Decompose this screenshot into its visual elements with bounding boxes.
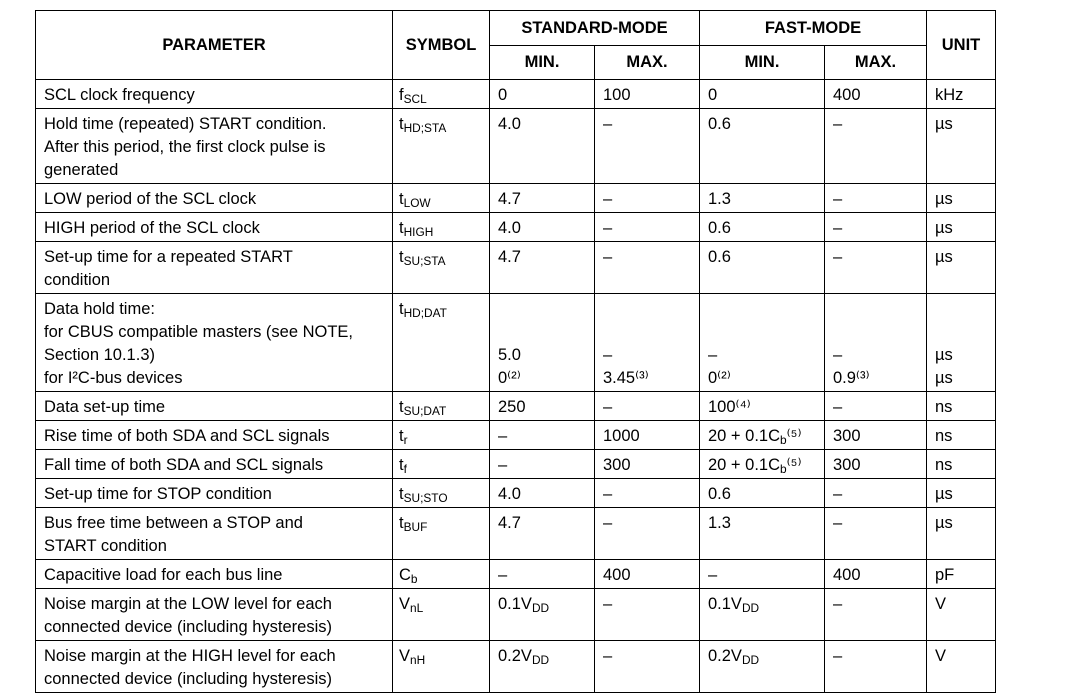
value-text: – (498, 427, 508, 445)
std-max-cell (595, 508, 700, 560)
header-fast-max: MAX. (825, 46, 927, 80)
value-text: µs (935, 219, 953, 237)
std-min-cell (490, 184, 595, 213)
std-max-cell (595, 242, 700, 294)
parameter-cell (36, 80, 393, 109)
value-text: $0.1V_{DD}$ (498, 595, 550, 615)
parameter-cell (36, 479, 393, 508)
parameter-text: START condition (44, 537, 167, 555)
table-row (36, 294, 996, 392)
symbol-subscript: SU;DAT (403, 403, 447, 418)
value-text: 4.7 (498, 248, 521, 266)
header-unit: UNIT (927, 11, 996, 80)
fast-min-cell (700, 294, 825, 392)
value-text (603, 298, 699, 321)
value-text: 400 (833, 566, 861, 584)
value-text: ns (935, 456, 953, 474)
value-text: 300 (833, 427, 861, 445)
table-row (36, 641, 996, 693)
symbol-subscript: BUF (403, 519, 428, 534)
parameter-text: Capacitive load for each bus line (44, 566, 283, 584)
symbol-cell (393, 392, 490, 421)
fast-max-cell (825, 641, 927, 693)
std-min-cell (490, 392, 595, 421)
parameter-text: Noise margin at the LOW level for each (44, 595, 332, 613)
table-row (36, 109, 996, 184)
header-fast-mode: FAST-MODE (700, 11, 927, 46)
symbol-base: t (399, 248, 404, 266)
fast-min-cell (700, 589, 825, 641)
table-row (36, 508, 996, 560)
value-text: 0.6 (708, 248, 731, 266)
value-text: – (603, 485, 613, 503)
value-text: 400 (833, 86, 861, 104)
value-text: V (935, 595, 947, 613)
fast-min-cell (700, 242, 825, 294)
unit-cell (927, 479, 996, 508)
value-text (935, 321, 995, 344)
value-text: 3.45⁽³⁾ (603, 369, 649, 387)
fast-min-cell (700, 184, 825, 213)
value-text: 100 (603, 86, 631, 104)
std-max-cell (595, 184, 700, 213)
parameter-cell (36, 589, 393, 641)
std-min-cell (490, 508, 595, 560)
value-text: 4.0 (498, 219, 521, 237)
value-text (498, 298, 594, 321)
symbol-subscript: SU;STO (403, 490, 448, 505)
table-row (36, 392, 996, 421)
parameter-text: Data set-up time (44, 398, 166, 416)
fast-max-cell (825, 213, 927, 242)
value-text: µs (935, 485, 953, 503)
value-text (498, 321, 594, 344)
fast-max-cell (825, 184, 927, 213)
parameter-text: Section 10.1.3) (44, 346, 155, 364)
value-text: – (603, 595, 613, 613)
value-text: – (833, 485, 843, 503)
symbol-subscript: HD;STA (403, 120, 447, 135)
table-row (36, 421, 996, 450)
parameter-text: Set-up time for a repeated START (44, 248, 293, 266)
value-text: 0⁽²⁾ (708, 369, 731, 387)
value-text (603, 321, 699, 344)
table-body (36, 80, 996, 693)
symbol-base: V (399, 595, 411, 613)
header-std-min: MIN. (490, 46, 595, 80)
i2c-timing-table (35, 10, 996, 693)
std-max-cell (595, 589, 700, 641)
std-min-cell (490, 242, 595, 294)
value-text: 300 (603, 456, 631, 474)
symbol-subscript: LOW (403, 195, 431, 210)
value-text: 250 (498, 398, 526, 416)
std-max-cell (595, 560, 700, 589)
value-text: $20 + 0.1C_b^{(5)}$ (708, 456, 802, 476)
fast-min-cell (700, 421, 825, 450)
parameter-text: SCL clock frequency (44, 86, 195, 104)
parameter-cell (36, 392, 393, 421)
value-text (708, 321, 824, 344)
symbol-subscript: b (410, 571, 418, 586)
parameter-cell (36, 560, 393, 589)
header-standard-mode: STANDARD-MODE (490, 11, 700, 46)
symbol-subscript: f (403, 461, 407, 476)
value-text: 1.3 (708, 190, 731, 208)
symbol-subscript: HIGH (403, 224, 434, 239)
value-text: – (833, 346, 843, 364)
unit-cell (927, 392, 996, 421)
fast-max-cell (825, 479, 927, 508)
value-text: – (833, 398, 843, 416)
value-text: 0.6 (708, 115, 731, 133)
value-text: 400 (603, 566, 631, 584)
symbol-base: t (399, 398, 404, 416)
value-text: – (833, 647, 843, 665)
value-text: 0 (498, 86, 508, 104)
value-text (935, 298, 995, 321)
table-row (36, 560, 996, 589)
value-text: $0.2V_{DD}$ (498, 647, 550, 667)
parameter-cell (36, 508, 393, 560)
value-text: µs (935, 369, 953, 387)
value-text: – (603, 647, 613, 665)
std-min-cell (490, 80, 595, 109)
value-text: – (833, 115, 843, 133)
std-min-cell (490, 109, 595, 184)
value-text: – (603, 190, 613, 208)
std-min-cell (490, 450, 595, 479)
symbol-base: t (399, 300, 404, 318)
fast-min-cell (700, 450, 825, 479)
unit-cell (927, 213, 996, 242)
parameter-text: Rise time of both SDA and SCL signals (44, 427, 330, 445)
table-row (36, 80, 996, 109)
value-text: 4.0 (498, 485, 521, 503)
value-text: $0.2V_{DD}$ (708, 647, 760, 667)
symbol-cell (393, 242, 490, 294)
symbol-subscript: r (403, 432, 408, 447)
value-text: 100⁽⁴⁾ (708, 398, 751, 416)
table-row (36, 479, 996, 508)
std-min-cell (490, 560, 595, 589)
unit-cell (927, 641, 996, 693)
parameter-text: generated (44, 161, 119, 179)
fast-min-cell (700, 641, 825, 693)
value-text: 1.3 (708, 514, 731, 532)
header-symbol: SYMBOL (393, 11, 490, 80)
unit-cell (927, 80, 996, 109)
value-text: 0 (708, 86, 718, 104)
parameter-text: Fall time of both SDA and SCL signals (44, 456, 324, 474)
fast-max-cell (825, 80, 927, 109)
fast-min-cell (700, 508, 825, 560)
fast-min-cell (700, 392, 825, 421)
parameter-text: Data hold time: (44, 300, 155, 318)
value-text: kHz (935, 86, 964, 104)
std-min-cell (490, 213, 595, 242)
symbol-cell (393, 421, 490, 450)
value-text: $20 + 0.1C_b^{(5)}$ (708, 427, 802, 447)
table-row (36, 450, 996, 479)
value-text: – (603, 398, 613, 416)
fast-min-cell (700, 80, 825, 109)
fast-min-cell (700, 109, 825, 184)
parameter-cell (36, 242, 393, 294)
symbol-cell (393, 450, 490, 479)
fast-max-cell (825, 294, 927, 392)
parameter-cell (36, 450, 393, 479)
fast-max-cell (825, 560, 927, 589)
value-text (708, 298, 824, 321)
value-text: – (603, 514, 613, 532)
value-text: µs (935, 346, 953, 364)
symbol-subscript: SCL (403, 91, 427, 106)
symbol-cell (393, 80, 490, 109)
symbol-cell (393, 589, 490, 641)
parameter-text: connected device (including hysteresis) (44, 670, 332, 688)
unit-cell (927, 184, 996, 213)
parameter-text: for I²C-bus devices (44, 369, 183, 387)
symbol-base: t (399, 115, 404, 133)
std-max-cell (595, 450, 700, 479)
header-fast-min: MIN. (700, 46, 825, 80)
parameter-text: HIGH period of the SCL clock (44, 219, 260, 237)
fast-max-cell (825, 421, 927, 450)
table-row (36, 184, 996, 213)
std-max-cell (595, 213, 700, 242)
symbol-cell (393, 560, 490, 589)
fast-max-cell (825, 450, 927, 479)
value-text: ns (935, 427, 953, 445)
std-max-cell (595, 479, 700, 508)
value-text: 0⁽²⁾ (498, 369, 521, 387)
value-text: 0.6 (708, 485, 731, 503)
symbol-cell (393, 508, 490, 560)
header-parameter: PARAMETER (36, 11, 393, 80)
parameter-cell (36, 184, 393, 213)
value-text: µs (935, 514, 953, 532)
value-text: – (708, 346, 718, 364)
symbol-cell (393, 479, 490, 508)
symbol-base: t (399, 514, 404, 532)
value-text: – (833, 514, 843, 532)
symbol-subscript: HD;DAT (403, 305, 447, 320)
value-text: $0.1V_{DD}$ (708, 595, 760, 615)
value-text: – (603, 346, 613, 364)
value-text: 4.0 (498, 115, 521, 133)
value-text: µs (935, 115, 953, 133)
value-text: – (833, 248, 843, 266)
value-text: – (603, 115, 613, 133)
value-text: – (603, 219, 613, 237)
std-max-cell (595, 392, 700, 421)
value-text: µs (935, 248, 953, 266)
symbol-cell (393, 109, 490, 184)
symbol-subscript: nL (410, 600, 424, 615)
std-max-cell (595, 641, 700, 693)
fast-min-cell (700, 560, 825, 589)
value-text: 0.6 (708, 219, 731, 237)
table-row (36, 589, 996, 641)
table-row (36, 242, 996, 294)
value-text: 0.9⁽³⁾ (833, 369, 870, 387)
parameter-cell (36, 421, 393, 450)
fast-min-cell (700, 213, 825, 242)
std-min-cell (490, 421, 595, 450)
value-text (833, 298, 926, 321)
unit-cell (927, 589, 996, 641)
value-text: – (498, 456, 508, 474)
value-text: µs (935, 190, 953, 208)
parameter-text: for CBUS compatible masters (see NOTE, (44, 323, 354, 341)
parameter-text: condition (44, 271, 111, 289)
parameter-text: Noise margin at the HIGH level for each (44, 647, 336, 665)
symbol-cell (393, 213, 490, 242)
parameter-cell (36, 109, 393, 184)
unit-cell (927, 560, 996, 589)
value-text: 4.7 (498, 190, 521, 208)
unit-cell (927, 450, 996, 479)
symbol-base: t (399, 485, 404, 503)
symbol-cell (393, 641, 490, 693)
table-row (36, 213, 996, 242)
symbol-cell (393, 294, 490, 392)
symbol-base: t (399, 427, 404, 445)
unit-cell (927, 508, 996, 560)
value-text: – (498, 566, 508, 584)
parameter-text: LOW period of the SCL clock (44, 190, 257, 208)
parameter-cell (36, 294, 393, 392)
symbol-cell (393, 184, 490, 213)
std-min-cell (490, 294, 595, 392)
parameter-cell (36, 213, 393, 242)
fast-min-cell (700, 479, 825, 508)
value-text: V (935, 647, 947, 665)
std-min-cell (490, 641, 595, 693)
symbol-base: C (399, 566, 411, 584)
std-min-cell (490, 479, 595, 508)
parameter-cell (36, 641, 393, 693)
value-text: – (833, 219, 843, 237)
symbol-base: t (399, 219, 404, 237)
value-text: – (833, 190, 843, 208)
value-text: 5.0 (498, 346, 521, 364)
fast-max-cell (825, 242, 927, 294)
header-std-max: MAX. (595, 46, 700, 80)
unit-cell (927, 294, 996, 392)
fast-max-cell (825, 109, 927, 184)
std-max-cell (595, 294, 700, 392)
parameter-text: Hold time (repeated) START condition. (44, 115, 327, 133)
unit-cell (927, 242, 996, 294)
std-max-cell (595, 80, 700, 109)
fast-max-cell (825, 392, 927, 421)
parameter-text: Bus free time between a STOP and (44, 514, 303, 532)
parameter-text: After this period, the first clock pulse is (44, 138, 326, 156)
std-max-cell (595, 109, 700, 184)
symbol-base: t (399, 456, 404, 474)
symbol-base: f (399, 86, 404, 104)
value-text: 4.7 (498, 514, 521, 532)
parameter-text: Set-up time for STOP condition (44, 485, 272, 503)
value-text: pF (935, 566, 955, 584)
value-text: – (603, 248, 613, 266)
symbol-subscript: nH (410, 652, 426, 667)
fast-max-cell (825, 508, 927, 560)
symbol-subscript: SU;STA (403, 253, 446, 268)
value-text (833, 321, 926, 344)
fast-max-cell (825, 589, 927, 641)
value-text: – (833, 595, 843, 613)
std-max-cell (595, 421, 700, 450)
value-text: – (708, 566, 718, 584)
symbol-base: V (399, 647, 411, 665)
value-text: ns (935, 398, 953, 416)
value-text: 300 (833, 456, 861, 474)
unit-cell (927, 109, 996, 184)
parameter-text: connected device (including hysteresis) (44, 618, 332, 636)
std-min-cell (490, 589, 595, 641)
unit-cell (927, 421, 996, 450)
symbol-base: t (399, 190, 404, 208)
value-text: 1000 (603, 427, 640, 445)
